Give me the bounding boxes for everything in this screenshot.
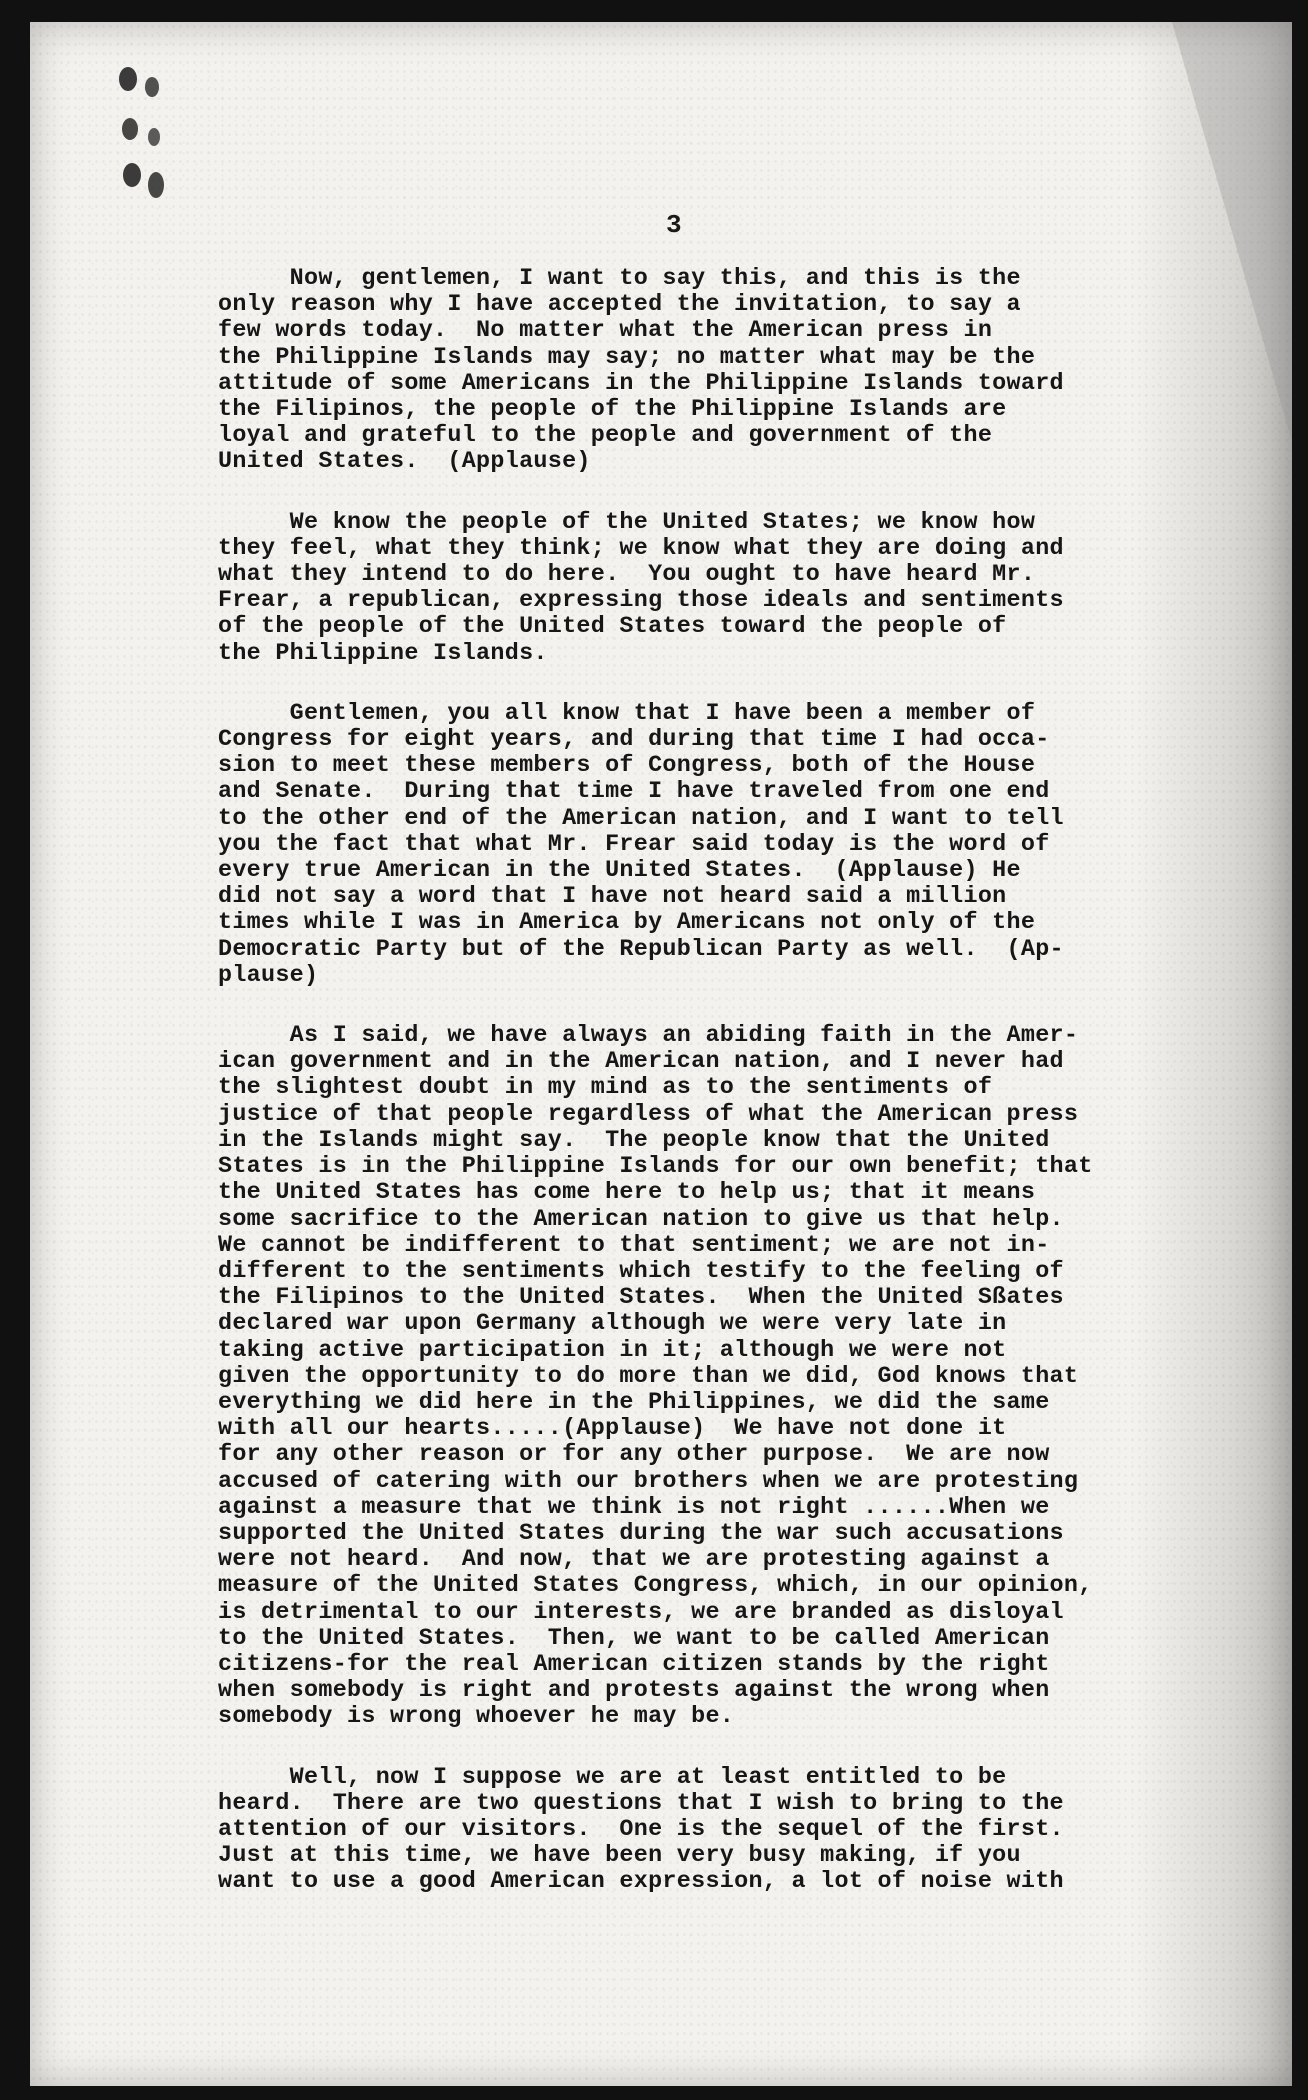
paragraph	[218, 1023, 1198, 1730]
text-line: Congress for eight years, and during that time I had occa-	[218, 727, 1050, 754]
text-line: attitude of some Americans in the Philippine Islands toward	[218, 370, 1064, 397]
page-number: 3	[666, 210, 682, 240]
text-line: heard. There are two questions that I wish to bring to the	[218, 1790, 1064, 1817]
text-line: Gentlemen, you all know that I have been a member of	[218, 700, 1036, 727]
text-line: the Filipinos, the people of the Philippine Islands are	[218, 397, 1007, 424]
text-line: As I said, we have always an abiding faith in the Amer-	[218, 1023, 1079, 1050]
text-line: We know the people of the United States; we know how	[218, 509, 1036, 536]
text-line: ican government and in the American nation, and I never had	[218, 1049, 1064, 1076]
text-line: given the opportunity to do more than we did, God knows that	[218, 1363, 1079, 1390]
text-line: few words today. No matter what the American press in	[218, 318, 993, 345]
text-line: some sacrifice to the American nation to give us that help.	[218, 1206, 1064, 1233]
text-line: every true American in the United States. (Applause) He	[218, 858, 1021, 885]
text-line: against a measure that we think is not right ......When we	[218, 1494, 1050, 1521]
text-line: sion to meet these members of Congress, both of the House	[218, 753, 1036, 780]
binding-hole-marks	[110, 57, 180, 217]
text-line: supported the United States during the war such accusations	[218, 1520, 1064, 1547]
document-page	[30, 22, 1292, 2086]
text-line: only reason why I have accepted the invitation, to say a	[218, 292, 1021, 319]
text-line: want to use a good American expression, a lot of noise with	[218, 1869, 1064, 1896]
document-body	[218, 266, 1198, 1930]
text-line: with all our hearts.....(Applause) We have not done it	[218, 1416, 1007, 1443]
text-line: attention of our visitors. One is the sequel of the first.	[218, 1816, 1064, 1843]
text-line: Well, now I suppose we are at least entitled to be	[218, 1764, 1007, 1791]
text-line: citizens-for the real American citizen stands by the right	[218, 1651, 1050, 1678]
text-line: the slightest doubt in my mind as to the sentiments of	[218, 1075, 993, 1102]
paragraph	[218, 1765, 1198, 1896]
text-line: times while I was in America by Americans not only of the	[218, 910, 1036, 937]
text-line: to the other end of the American nation, and I want to tell	[218, 805, 1064, 832]
text-line: Frear, a republican, expressing those ideals and sentiments	[218, 588, 1064, 615]
text-line: the Philippine Islands.	[218, 640, 548, 667]
text-line: taking active participation in it; although we were not	[218, 1337, 1007, 1364]
text-line: and Senate. During that time I have traveled from one end	[218, 779, 1050, 806]
text-line: did not say a word that I have not heard said a million	[218, 884, 1007, 911]
text-line: is detrimental to our interests, we are branded as disloyal	[218, 1599, 1064, 1626]
text-line: justice of that people regardless of what the American press	[218, 1101, 1079, 1128]
text-line: United States. (Applause)	[218, 449, 591, 476]
text-line: Democratic Party but of the Republican Party as well. (Ap-	[218, 936, 1064, 963]
text-line: the Philippine Islands may say; no matter what may be the	[218, 344, 1036, 371]
paragraph	[218, 266, 1198, 476]
text-line: were not heard. And now, that we are protesting against a	[218, 1547, 1050, 1574]
text-line: declared war upon Germany although we were very late in	[218, 1311, 1007, 1338]
text-line: to the United States. Then, we want to be called American	[218, 1625, 1050, 1652]
text-line: when somebody is right and protests against the wrong when	[218, 1678, 1050, 1705]
text-line: they feel, what they think; we know what they are doing and	[218, 535, 1064, 562]
text-line: different to the sentiments which testify to the feeling of	[218, 1258, 1064, 1285]
text-line: you the fact that what Mr. Frear said today is the word of	[218, 831, 1050, 858]
text-line: what they intend to do here. You ought to have heard Mr.	[218, 562, 1036, 589]
text-line: for any other reason or for any other purpose. We are now	[218, 1442, 1050, 1469]
paragraph	[218, 701, 1198, 989]
text-line: We cannot be indifferent to that sentiment; we are not in-	[218, 1232, 1050, 1259]
text-line: the Filipinos to the United States. When the United Sßates	[218, 1285, 1064, 1312]
text-line: somebody is wrong whoever he may be.	[218, 1704, 735, 1731]
text-line: plause)	[218, 962, 319, 989]
text-line: everything we did here in the Philippines, we did the same	[218, 1389, 1050, 1416]
text-line: States is in the Philippine Islands for our own benefit; that	[218, 1154, 1093, 1181]
text-line: Just at this time, we have been very busy making, if you	[218, 1843, 1021, 1870]
text-line: of the people of the United States toward the people of	[218, 614, 1007, 641]
text-line: measure of the United States Congress, which, in our opinion,	[218, 1573, 1093, 1600]
text-line: Now, gentlemen, I want to say this, and this is the	[218, 266, 1021, 292]
paragraph	[218, 510, 1198, 667]
text-line: in the Islands might say. The people know that the United	[218, 1127, 1050, 1154]
text-line: loyal and grateful to the people and government of the	[218, 423, 993, 450]
text-line: accused of catering with our brothers when we are protesting	[218, 1468, 1079, 1495]
text-line: the United States has come here to help us; that it means	[218, 1180, 1036, 1207]
